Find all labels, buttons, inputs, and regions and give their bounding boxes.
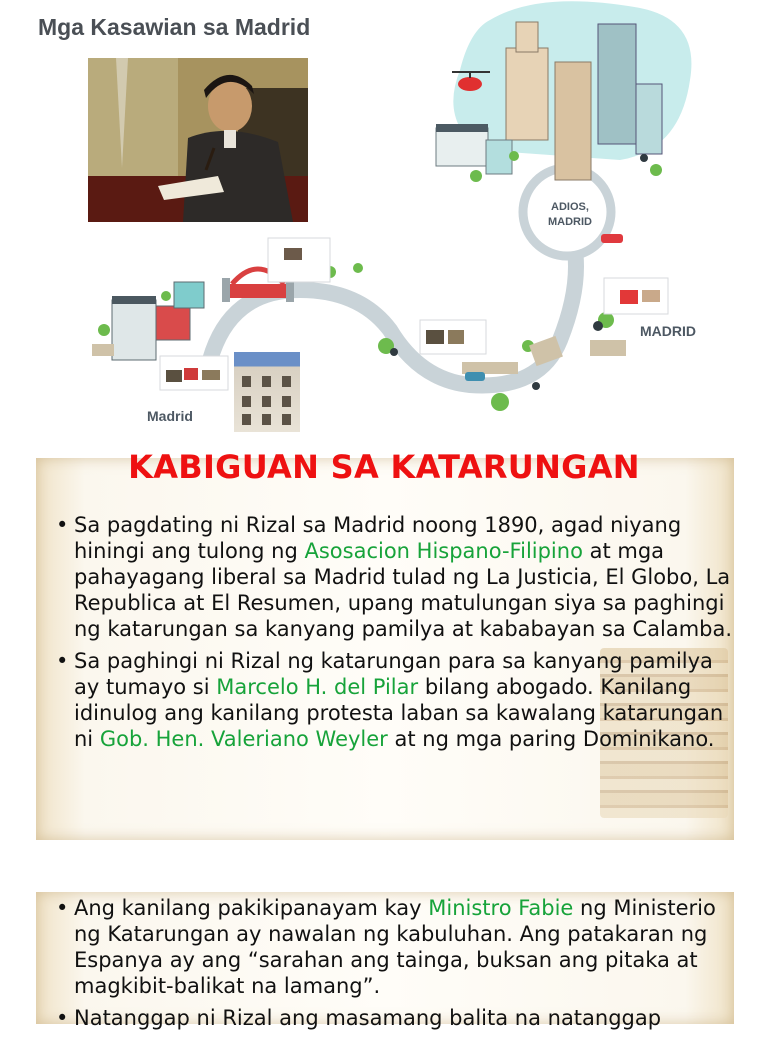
highlight-text: Marcelo H. del Pilar	[216, 675, 419, 699]
section-title: KABIGUAN SA KATARUNGAN	[128, 448, 640, 486]
photo-frame-4	[160, 356, 228, 390]
adios-line-1: ADIOS,	[551, 201, 589, 213]
photo-frame-2	[420, 320, 486, 354]
bullet-list-2	[56, 895, 736, 1037]
text-run: bilang abogado. Kanilang idinulog ang kanilang protesta laban sa kawalang katarungan ni	[74, 675, 724, 751]
text-run: ng Ministerio ng Katarungan ay nawalan ng kabuluhan. Ang patakaran ng Espanya ay ang “sarahan ang tainga, buksan ang pitaka at magkibit-balikat na lamang”.	[74, 896, 716, 998]
text-run: at mga pahayagang liberal sa Madrid tulad ng La Justicia, El Globo, La Republica at El Resumen, upang matulungan siya sa paghingi ng katarungan sa kanyang pamilya at kababayan sa Calamba.	[74, 539, 733, 641]
text-run: at ng mga paring Dominikano.	[387, 727, 715, 751]
adios-line-2: MADRID	[548, 216, 592, 228]
highlight-text: Gob. Hen. Valeriano Weyler	[99, 727, 388, 751]
madrid-label-right: MADRID	[640, 323, 696, 339]
town-icon	[92, 282, 204, 360]
building-photo	[234, 352, 300, 432]
list-item	[56, 512, 736, 642]
text-run: Sa pagdating ni Rizal sa Madrid noong 1890, agad niyang hiningi ang tulong ng	[74, 513, 682, 563]
wall-icon	[590, 340, 626, 356]
adios-madrid-label	[528, 200, 612, 230]
list-item	[56, 1005, 736, 1031]
photo-frame-3	[604, 278, 668, 314]
slide-title: Mga Kasawian sa Madrid	[38, 14, 311, 40]
bullet-list-1	[56, 512, 736, 758]
text-run: Natanggap ni Rizal ang masamang balita na natanggap	[74, 1006, 662, 1030]
list-item	[56, 648, 736, 752]
highlight-text: Ministro Fabie	[428, 896, 574, 920]
highlight-text: Asosacion Hispano-Filipino	[304, 539, 583, 563]
blue-car-icon	[465, 372, 485, 381]
text-run: Sa paghingi ni Rizal ng katarungan para sa kanyang pamilya ay tumayo si	[74, 649, 713, 699]
photo-frame-1	[268, 238, 330, 282]
madrid-label-lower: Madrid	[147, 408, 193, 424]
journey-map	[0, 0, 768, 445]
list-item	[56, 895, 736, 999]
top-slide	[0, 0, 768, 445]
red-car-icon	[601, 234, 623, 243]
text-run: Ang kanilang pakikipanayam kay	[74, 896, 429, 920]
